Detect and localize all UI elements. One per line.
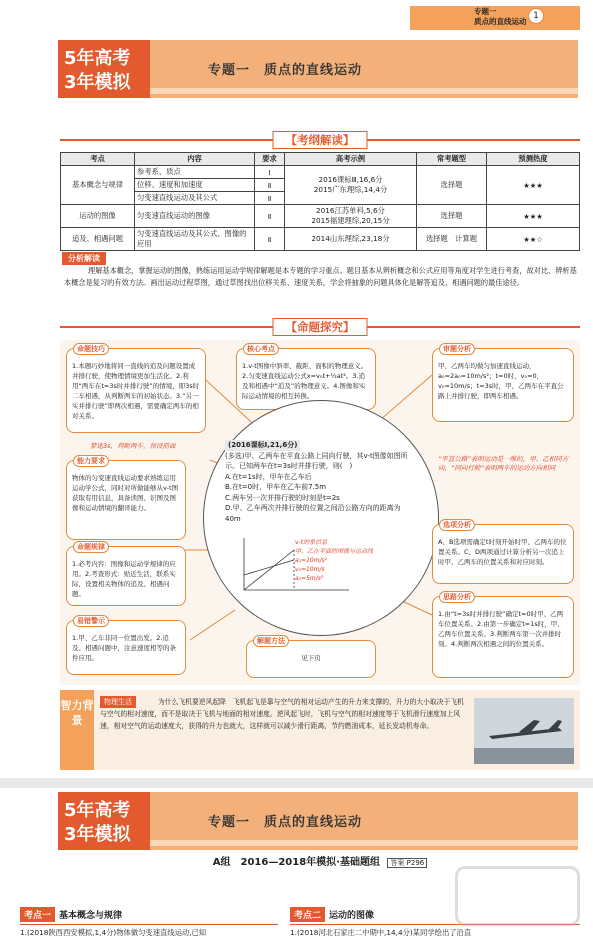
header-topic: 专题一 — [474, 7, 497, 16]
cell-content: 位移、速度和加速度 — [135, 179, 255, 192]
watermark-logo — [455, 866, 580, 926]
cell-type: 选择题 — [417, 205, 487, 228]
card-title: 思路分析 — [439, 591, 475, 603]
col-req: 要求 — [255, 153, 285, 166]
cell-heat: ★★★ — [487, 166, 580, 205]
card-text: A、B选项需确定t时刻开始时甲、乙两车的位置关系。C、D两项通过计算分析另一次追上时甲、乙两车的位置关系和对应时刻。 — [438, 538, 567, 566]
card-text: 1.由“t=3s时并排行驶”确定t=0时甲、乙两车位置关系。2.由第一步确定t=1s时，甲、乙两车位置关系。3.判断两车第一次并排时刻。4.判断两次相遇之间的位置关系。 — [438, 610, 564, 648]
cell-point: 运动的图像 — [61, 205, 135, 228]
syllabus-heading — [60, 131, 580, 149]
kaodian-text: 基本概念与规律 — [59, 911, 123, 921]
explore-heading-text: 【命题探究】 — [273, 318, 368, 336]
card-title: 核心考点 — [243, 343, 279, 355]
example-line: 2016课标Ⅲ,16,6分 — [318, 175, 383, 184]
kaodian-badge: 考点二 — [290, 907, 325, 922]
question-1-left: 1.(2018陕西西安模拟,1,4分)物体做匀变速直线运动,已知 — [20, 928, 207, 937]
cell-point: 基本概念与规律 — [61, 166, 135, 205]
cell-example — [285, 205, 417, 228]
card-title: 命题规律 — [73, 541, 109, 553]
card-title: 命题技巧 — [73, 343, 109, 355]
connector — [380, 375, 432, 420]
cell-type: 选择题 计算题 — [417, 228, 487, 251]
cell-content: 参考系、质点 — [135, 166, 255, 179]
card-warn — [66, 617, 186, 675]
cell-point: 追及、相遇问题 — [61, 228, 135, 251]
analysis-tag: 分析解读 — [62, 252, 106, 265]
table-row — [61, 205, 580, 228]
series-logo — [58, 40, 150, 98]
banner-stripe — [150, 840, 578, 846]
card-review — [432, 345, 574, 422]
card-text: 1.必考内容：图像和运动学规律的应用。2.考查形式：贴近生活，联系实际，设置相关物体的追及、相遇问题。 — [72, 560, 176, 598]
problem-stem: (多选)甲、乙两车在平直公路上同向行驶，其v-t图像如图所示。已知两车在t=3s时并排行驶，则( ) — [225, 451, 408, 470]
card-method — [246, 637, 376, 678]
card-text: 物体的匀变速直线运动要求熟练运用运动学公式，同时对所做能够从v-t图获取有用信息，具备读图、识图及图像和运动情境的翻译能力。 — [72, 474, 179, 512]
graph-note: v₀=10m/s — [295, 566, 325, 573]
card-title: 选项分析 — [439, 519, 475, 531]
kaodian-text: 运动的图像 — [329, 911, 375, 921]
question-1-right: 1.(2018河北石家庄二中期中,14,4分)某同学绘出了沿直 — [290, 928, 472, 937]
card-approach — [432, 593, 574, 678]
graph-note: a₁=10m/s² — [295, 557, 328, 564]
cell-example: 2014山东理综,23,18分 — [285, 228, 417, 251]
card-text: 1.v-t图像中斜率、截距、面积的物理意义。2.匀变速直线运动公式x=v₀t+½at²。3.追及和相遇中“追及”的物理意义。4.图像和实际运动情境的相互转换。 — [242, 362, 368, 400]
wisdom-text: 为什么飞机要逆风起降 飞机起飞是靠与空气的相对运动产生的升力来支撑的，升力的大小取决于飞机与空气的相对速度，而不是取决于飞机与地面的相对速度。逆风起飞时，飞机与空气的相对速度等于飞机滑行速度加上风速，相对空气的运动速度大，获得的升力也就大，这样就可以减少滑行距离，节约燃油成本，延长发动机寿命。 — [100, 698, 464, 730]
chapter-title: 专题一 质点的直线运动 — [208, 815, 363, 830]
card-text: 1.本题巧妙地将同一直线的追及问题设置成并排行驶，使物理情境更加生活化。2.利用“两车在t=3s时并排行驶”的情境，即3s时二车相遇，从判断两车的初始状态。3.“另一实并排行驶”即两次相遇，需要确定两车的相对关系。 — [72, 362, 200, 420]
card-title: 解题方法 — [253, 635, 289, 647]
analysis-text: 理解基本概念，掌握运动的图像，熟练运用运动学规律解题是本专题的学习重点。题目基本从辨析概念和公式应用等角度对学生进行考查，故对比、辨析基本概念是复习的有效方法。画出运动过程草图，通过草图找出位移关系、速度关系，学会将抽象的问题具体化是解答追及、相遇问题的最佳途径。 — [64, 266, 577, 287]
line-yi — [244, 560, 294, 575]
graph-note: 甲、乙在平面的图像与运动线 — [295, 548, 374, 555]
cell-req: Ⅱ — [255, 179, 285, 192]
running-header — [0, 0, 593, 34]
col-point: 考点 — [61, 153, 135, 166]
graph-notes — [295, 538, 395, 583]
hand-note: “平直公路”表明运动是一维的，甲、乙相同方向，“同向行驶”表明两车的运动方向相同 — [438, 455, 569, 472]
card-title: 审题分析 — [439, 343, 475, 355]
card-text: 1.甲、乙车非同一位置出发。2.追及、相遇问题中，注意速度相等的条件应用。 — [72, 634, 176, 662]
option-c: C.两车另一次并排行驶的时刻是t=2s — [225, 493, 340, 502]
kaodian-badge: 考点一 — [20, 907, 55, 922]
kaodian-rule — [20, 924, 278, 926]
col-type: 常考题型 — [417, 153, 487, 166]
example-line: 2016江苏单科,5,6分 — [316, 206, 385, 215]
col-content: 内容 — [135, 153, 255, 166]
cell-req: Ⅱ — [255, 228, 285, 251]
card-text: 见下页 — [301, 654, 321, 662]
analysis-section — [60, 251, 580, 307]
airplane-icon — [474, 698, 574, 764]
page-number: 1 — [528, 8, 544, 24]
table-row — [61, 166, 580, 179]
col-heat: 预测热度 — [487, 153, 580, 166]
card-text: 甲、乙两车均做匀加速直线运动，a₀=2a₀=10m/s²；t=0时，v₀=0，v₀=10m/s；t=3s时，甲、乙两车在平直公路上并排行驶，即两车相遇。 — [438, 362, 564, 400]
logo-line1: 5年高考 — [64, 48, 131, 69]
chapter-banner — [58, 40, 578, 98]
table-row — [61, 228, 580, 251]
cell-req: Ⅱ — [255, 205, 285, 228]
header-subtitle: 质点的直线运动 — [474, 17, 527, 26]
problem-source: (2016课标Ⅰ,21,6分) — [225, 440, 300, 451]
cell-type: 选择题 — [417, 166, 487, 205]
col-example: 高考示例 — [285, 153, 417, 166]
cell-heat: ★★☆ — [487, 228, 580, 251]
option-b: B.在t=0时，甲车在乙车前7.5m — [225, 483, 327, 491]
connector — [400, 600, 432, 615]
card-title: 能力要求 — [73, 455, 109, 467]
cell-req: Ⅰ — [255, 166, 285, 179]
wisdom-tag: 物理生活 — [100, 696, 136, 708]
card-ability — [66, 457, 186, 540]
wisdom-box — [60, 690, 580, 770]
banner-stripe — [150, 88, 578, 94]
cell-req: Ⅱ — [255, 192, 285, 205]
page-divider — [0, 778, 593, 788]
explore-heading — [60, 318, 580, 336]
connector — [190, 610, 235, 640]
answer-ref: 答案 P296 — [387, 858, 427, 868]
option-a: A.在t=1s时，甲车在乙车后 — [225, 472, 312, 481]
graph-note: v-t的象信息 — [295, 539, 328, 546]
logo-line2: 3年模拟 — [64, 72, 131, 93]
cell-content: 匀变速直线运动及其公式、图像的应用 — [135, 228, 255, 251]
example-line: 2015广东理综,14,4分 — [313, 185, 388, 194]
group-label: A组 2016—2018年模拟·基础题组 — [212, 857, 380, 868]
chapter-title: 专题一 质点的直线运动 — [208, 63, 363, 78]
kaodian-1 — [20, 907, 278, 923]
hand-note: 梦迷3s，判断两车，预设前面 — [90, 442, 176, 450]
cell-example — [285, 166, 417, 205]
card-tips — [66, 543, 186, 606]
option-d: D.甲、乙车两次并排行驶的位置之间沿公路方向的距离为40m — [225, 504, 401, 523]
line-jia — [244, 550, 294, 590]
mind-map — [60, 340, 580, 685]
cell-heat: ★★★ — [487, 205, 580, 228]
logo-line2: 3年模拟 — [64, 824, 131, 845]
syllabus-heading-text: 【考纲解读】 — [273, 131, 368, 149]
cell-content: 匀变速直线运动的图像 — [135, 205, 255, 228]
syllabus-table — [60, 152, 580, 251]
card-options-analysis — [432, 521, 574, 584]
logo-line1: 5年高考 — [64, 800, 131, 821]
series-logo — [58, 792, 150, 850]
problem-block — [225, 440, 415, 524]
chapter-banner-2 — [58, 792, 578, 850]
example-line: 2015福建理综,20,15分 — [311, 216, 390, 225]
card-title: 易错警示 — [73, 615, 109, 627]
airplane-image — [474, 698, 574, 764]
card-skill — [66, 345, 206, 433]
wisdom-side-label: 智力背景 — [60, 690, 94, 770]
graph-note: a₂=5m/s² — [295, 575, 324, 582]
table-header-row — [61, 153, 580, 166]
cell-content: 匀变速直线运动及其公式 — [135, 192, 255, 205]
